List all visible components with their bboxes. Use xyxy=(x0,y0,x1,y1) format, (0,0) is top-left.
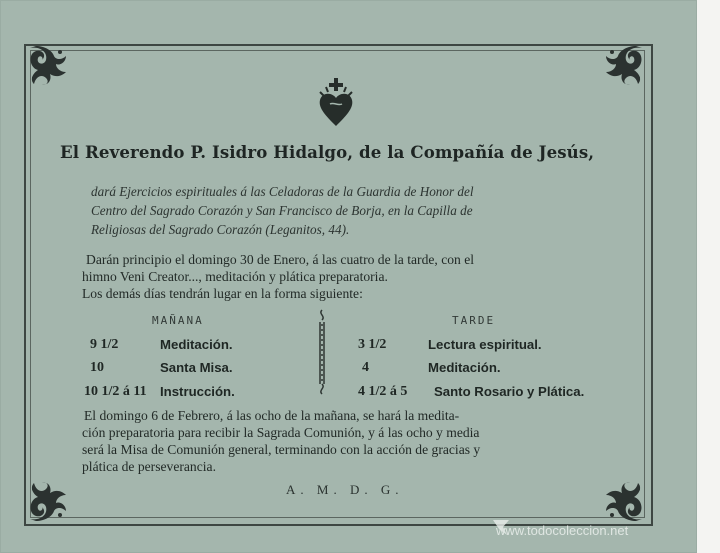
afternoon-activity: Santo Rosario y Plática. xyxy=(434,384,585,399)
morning-activity: Santa Misa. xyxy=(160,360,233,375)
afternoon-time: 3 1/2 xyxy=(358,337,387,352)
afternoon-header: TARDE xyxy=(452,314,496,327)
paragraph-line: El domingo 6 de Febrero, á las ocho de la mañana, se hará la medita- xyxy=(84,408,460,423)
corner-ornament-bottom-right-icon xyxy=(602,479,646,523)
afternoon-time: 4 1/2 á 5 xyxy=(358,384,408,399)
intro-line: Religiosas del Sagrado Corazón (Leganitos, 44). xyxy=(91,222,350,237)
morning-time: 10 xyxy=(90,360,104,375)
afternoon-activity: Lectura espiritual. xyxy=(428,337,542,352)
closing-motto: A. M. D. G. xyxy=(286,482,404,497)
corner-ornament-top-right-icon xyxy=(602,44,646,88)
morning-time: 9 1/2 xyxy=(90,337,119,352)
paragraph-line: himno Veni Creator..., meditación y plática preparatoria. xyxy=(82,269,388,284)
paragraph-line: plática de perseverancia. xyxy=(82,459,216,474)
corner-ornament-top-left-icon xyxy=(26,44,70,88)
morning-activity: Instrucción. xyxy=(160,384,235,399)
morning-time: 10 1/2 á 11 xyxy=(84,384,147,399)
morning-header: MAÑANA xyxy=(152,314,204,327)
watermark-text: www.todocoleccion.net xyxy=(496,523,629,538)
paragraph-line: Los demás días tendrán lugar en la forma siguiente: xyxy=(82,286,363,301)
afternoon-time: 4 xyxy=(362,360,369,375)
page-margin xyxy=(697,0,720,553)
heading: El Reverendo P. Isidro Hidalgo, de la Compañía de Jesús, xyxy=(60,142,595,162)
morning-activity: Meditación. xyxy=(160,337,233,352)
paragraph-line: ción preparatoria para recibir la Sagrada Comunión, y á las ocho y media xyxy=(82,425,480,440)
paragraph-line: Darán principio el domingo 30 de Enero, á las cuatro de la tarde, con el xyxy=(86,252,475,267)
afternoon-activity: Meditación. xyxy=(428,360,501,375)
corner-ornament-bottom-left-icon xyxy=(26,479,70,523)
paragraph-line: será la Misa de Comunión general, terminando con la acción de gracias y xyxy=(82,442,481,457)
vertical-ornament-icon xyxy=(316,308,328,396)
intro-line: Centro del Sagrado Corazón y San Francisco de Borja, en la Capilla de xyxy=(91,203,473,218)
sacred-heart-icon xyxy=(316,76,356,130)
intro-line: dará Ejercicios espirituales á las Celadoras de la Guardia de Honor del xyxy=(91,184,474,199)
